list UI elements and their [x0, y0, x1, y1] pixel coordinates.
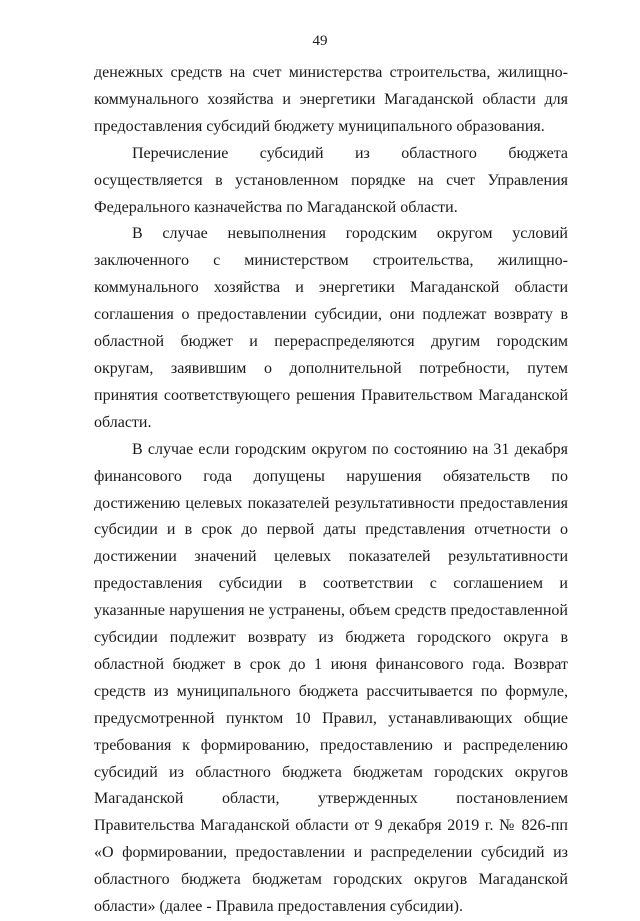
paragraph-violation-refund: В случае если городским округом по состоянию на 31 декабря финансового года допущены нарушения обязательств по достижению целевых показателей результативности предоставления субсидии и в срок до первой даты представления отчетности о достижении значений целевых показателей результативности предоставления субсидии в соответствии с соглашением и указанные нарушения не устранены, объем средств предоставленной субсидии подлежит возврату из бюджета городского округа в областной бюджет в срок до 1 июня финансового года. Возврат средств из муниципального бюджета рассчитывается по формуле, предусмотренной пунктом 10 Правил, устанавливающих общие требования к формированию, предоставлению и распределению субсидий из областного бюджета бюджетам городских округов Магаданской области, утвержденных постановлением Правительства Магаданской области от 9 декабря 2019 г. № 826-пп «О формировании, предоставлении и распределении субсидий из областного бюджета бюджетам городских округов Магаданской области» (далее - Правила предоставления субсидии).: [94, 440, 568, 916]
document-body: [94, 60, 568, 921]
paragraph-subsidy-transfer: Перечисление субсидий из областного бюджета осуществляется в установленном порядке на счет Управления Федерального казначейства по Магаданской области.: [94, 144, 568, 216]
page-number: 49: [312, 33, 328, 49]
paragraph-funds-transfer: денежных средств на счет министерства строительства, жилищно-коммунального хозяйства и энергетики Магаданской области для предоставления субсидий бюджету муниципального образования.: [94, 64, 568, 135]
paragraph-noncompliance-return: В случае невыполнения городским округом условий заключенного с министерством строительства, жилищно-коммунального хозяйства и энергетики Магаданской области соглашения о предоставлении субсидии, они подлежат возврату в областной бюджет и перераспределяются другим городским округам, заявившим о дополнительной потребности, путем принятия соответствующего решения Правительством Магаданской области.: [94, 225, 568, 431]
